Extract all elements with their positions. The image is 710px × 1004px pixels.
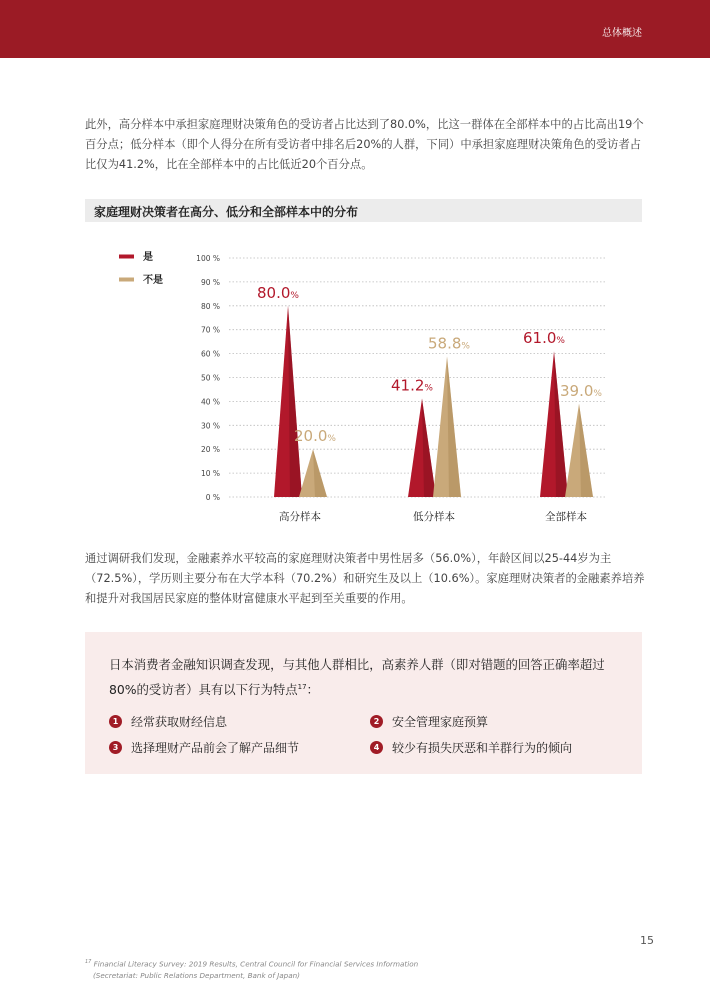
x-category-label: 全部样本 [545,511,587,523]
data-label: 39.0% [560,381,602,400]
feature-number-2: 2 [370,715,383,728]
feature-text-2: 安全管理家庭预算 [392,715,489,729]
box-intro-text: 日本消费者金融知识调查发现，与其他人群相比，高素养人群（即对错题的回答正确率超过80%的受访者）具有以下行为特点 [109,657,605,698]
feature-text-1: 经常获取财经信息 [131,715,228,729]
legend-swatch-1 [119,255,134,259]
page-number: 15 [640,934,654,947]
chart-title-bar [85,199,642,222]
bar-triangle-shade [579,404,593,497]
y-tick-label: 80 % [200,301,220,311]
data-label: 61.0% [523,329,565,348]
y-tick-label: 70 % [200,325,220,335]
y-tick-label: 20 % [200,445,220,455]
feature-number-3: 3 [109,741,122,754]
legend-swatch-2 [119,278,134,282]
data-label: 80.0% [257,283,299,302]
feature-number-4: 4 [370,741,383,754]
feature-item-3 [109,739,299,756]
bar-triangle-shade [554,351,568,497]
y-tick-label: 40 % [200,397,220,407]
page-header [0,0,710,58]
feature-item-1 [109,713,227,730]
feature-item-2 [370,713,488,730]
x-category-label: 低分样本 [413,511,455,523]
highlight-box [85,632,642,774]
data-label: 41.2% [391,376,433,395]
y-tick-label: 30 % [200,421,220,431]
chart-marks [257,284,602,523]
section-title: 总体概述 [602,28,642,39]
bar-chart [85,240,615,530]
legend-label-2: 不是 [143,275,163,286]
data-label: 58.8% [428,334,470,353]
chart-legend [119,250,163,286]
footnote-text-1: Financial Literacy Survey: 2019 Results, Central Council for Financial Services Information [93,959,419,969]
box-intro-end: ： [306,682,319,698]
paragraph-2: 通过调研我们发现，金融素养水平较高的家庭理财决策者中男性居多（56.0%），年龄区间以25-44岁为主（72.5%），学历则主要分布在大学本科（70.2%）和研究生及以上（10.6%）。家庭理财决策者的金融素养培养和提升对我国居民家庭的整体财富健康水平起到至关重要的作用。 [85,552,645,605]
data-label: 20.0% [294,427,336,446]
x-category-label: 高分样本 [279,511,321,523]
feature-item-4 [370,739,572,756]
chart-title: 家庭理财决策者在高分、低分和全部样本中的分布 [94,205,359,219]
footnote-mark: 17 [85,959,92,965]
footnote [85,956,418,982]
y-tick-label: 0 % [205,493,220,502]
footnote-ref: 17 [297,683,307,691]
footnote-line-2: (Secretariat: Public Relations Department, Bank of Japan) [93,971,300,981]
footnote-line-1 [85,956,418,970]
y-tick-label: 100 % [196,254,220,263]
paragraph-1: 此外，高分样本中承担家庭理财决策角色的受访者占比达到了80.0%，比这一群体在全部样本中的占比高出19个百分点；低分样本（即个人得分在所有受访者中排名后20%的人群，下同）中承担家庭理财决策角色的受访者占比仅为41.2%，比在全部样本中的占比低近20个百分点。 [85,118,644,171]
feature-text-4: 较少有损失厌恶和羊群行为的倾向 [392,741,573,755]
y-tick-label: 90 % [200,277,220,287]
legend-label-1: 是 [143,252,153,263]
y-tick-label: 10 % [200,469,220,479]
box-intro [109,654,624,701]
feature-number-1: 1 [109,715,122,728]
y-tick-label: 60 % [200,349,220,359]
feature-text-3: 选择理财产品前会了解产品细节 [131,741,300,755]
y-tick-label: 50 % [200,373,220,383]
bar-triangle-shade [422,399,436,497]
